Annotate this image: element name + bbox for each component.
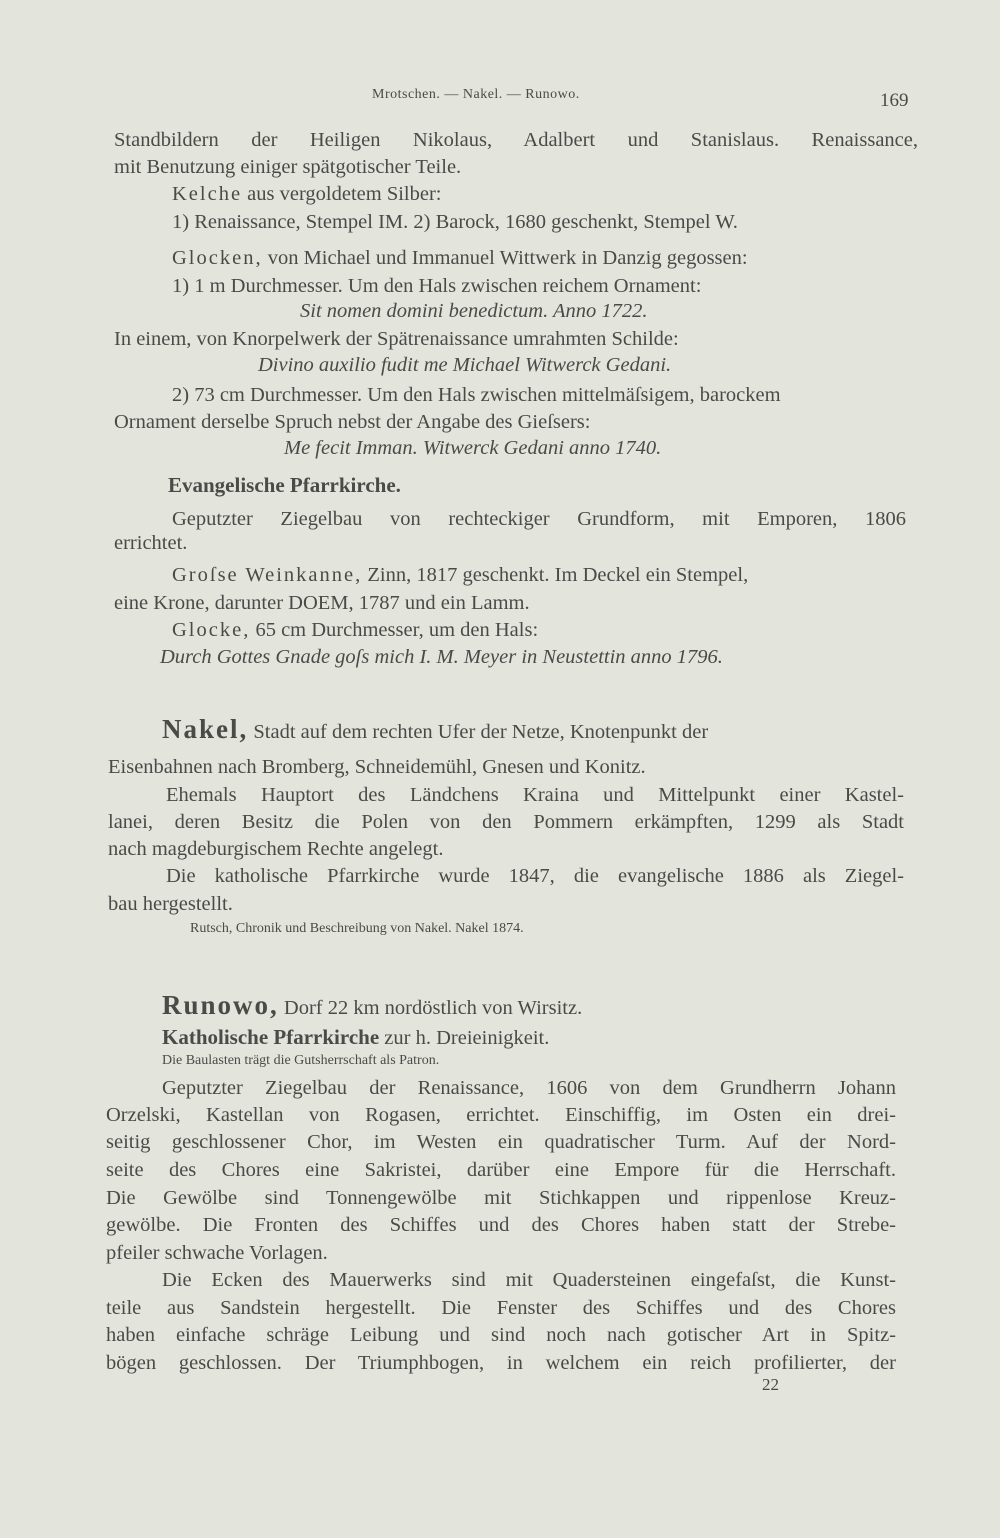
body-line: haben einfache schräge Leibung und sind noch nach gotischer Art in Spitz- (106, 1324, 896, 1346)
nakel-description: Stadt auf dem rechten Ufer der Netze, Knotenpunkt der (253, 721, 709, 743)
nakel-entry-line (162, 716, 708, 745)
body-line: mit Benutzung einiger spätgotischer Teile. (114, 156, 462, 178)
glocken-label: Glocken, (172, 247, 263, 269)
body-line: In einem, von Knorpelwerk der Spätrenaissance umrahmten Schilde: (114, 328, 679, 350)
patron-note: Die Baulasten trägt die Gutsherrschaft als Patron. (162, 1053, 440, 1068)
section-heading: Evangelische Pfarrkirche. (168, 473, 401, 497)
section-heading: Katholische Pfarrkirche (162, 1025, 380, 1049)
body-line: Die Gewölbe sind Tonnengewölbe mit Stichkappen und rippenlose Kreuz- (106, 1187, 896, 1209)
glocke-label: Glocke, (172, 619, 251, 641)
glocke-text: 65 cm Durchmesser, um den Hals: (255, 619, 539, 641)
body-line: Standbildern der Heiligen Nikolaus, Adalbert und Stanislaus. Renaissance, (114, 129, 918, 151)
body-line: eine Krone, darunter DOEM, 1787 und ein Lamm. (114, 592, 530, 614)
body-line: lanei, deren Besitz die Polen von den Pommern erkämpften, 1299 als Stadt (108, 811, 904, 833)
body-line: teile aus Sandstein hergestellt. Die Fenster des Schiffes und des Chores (106, 1297, 896, 1319)
body-line: Ehemals Hauptort des Ländchens Kraina und Mittelpunkt einer Kastel- (166, 784, 904, 806)
bell-inscription: Divino auxilio fudit me Michael Witwerck Gedani. (258, 354, 672, 376)
body-line: gewölbe. Die Fronten des Schiffes und des Chores haben statt der Strebe- (106, 1214, 896, 1236)
body-line: bögen geschlossen. Der Triumphbogen, in welchem ein reich profilierter, der (106, 1352, 896, 1374)
signature-mark: 22 (762, 1375, 779, 1394)
literature-reference: Rutsch, Chronik und Beschreibung von Nakel. Nakel 1874. (190, 921, 524, 936)
church-heading-line (162, 1024, 549, 1051)
bell-inscription: Durch Gottes Gnade goſs mich I. M. Meyer in Neustettin anno 1796. (160, 646, 723, 668)
runowo-entry-line (162, 992, 582, 1021)
body-line: errichtet. (114, 532, 188, 554)
place-name: Runowo, (162, 990, 279, 1020)
body-line: 1) 1 m Durchmesser. Um den Hals zwischen reichem Ornament: (172, 275, 702, 297)
body-line: Die katholische Pfarrkirche wurde 1847, die evangelische 1886 als Ziegel- (166, 865, 904, 887)
glocken-text: von Michael und Immanuel Wittwerk in Danzig gegossen: (267, 247, 748, 269)
running-title: Mrotschen. — Nakel. — Runowo. (372, 87, 580, 102)
body-line: Geputzter Ziegelbau von rechteckiger Grundform, mit Emporen, 1806 (172, 508, 906, 530)
kelche-label: Kelche (172, 183, 243, 205)
body-line: Geputzter Ziegelbau der Renaissance, 1606 von dem Grundherrn Johann (162, 1077, 896, 1099)
weinkanne-line (172, 562, 748, 588)
glocke-line (172, 617, 538, 643)
body-line: Ornament derselbe Spruch nebst der Angabe des Gieſsers: (114, 411, 591, 433)
weinkanne-text: Zinn, 1817 geschenkt. Im Deckel ein Stempel, (367, 564, 749, 586)
body-line: seite des Chores eine Sakristei, darüber eine Empore für die Herrschaft. (106, 1159, 896, 1181)
body-line: nach magdeburgischem Rechte angelegt. (108, 838, 444, 860)
body-line: 2) 73 cm Durchmesser. Um den Hals zwischen mittelmäſsigem, barockem (172, 384, 781, 406)
body-line: seitig geschlossener Chor, im Westen ein quadratischer Turm. Auf der Nord- (106, 1131, 896, 1153)
body-line: Orzelski, Kastellan von Rogasen, errichtet. Einschiffig, im Osten ein drei- (106, 1104, 896, 1126)
body-line: Die Ecken des Mauerwerks sind mit Quadersteinen eingefaſst, die Kunst- (162, 1269, 896, 1291)
place-name: Nakel, (162, 714, 249, 744)
bell-inscription: Sit nomen domini benedictum. Anno 1722. (300, 300, 648, 322)
bell-inscription: Me fecit Imman. Witwerck Gedani anno 1740. (284, 437, 662, 459)
page-number: 169 (880, 90, 909, 111)
kelche-line (172, 181, 442, 207)
body-line: pfeiler schwache Vorlagen. (106, 1242, 328, 1264)
body-line: bau hergestellt. (108, 893, 233, 915)
kelche-text: aus vergoldetem Silber: (247, 183, 442, 205)
runowo-description: Dorf 22 km nordöstlich von Wirsitz. (283, 997, 583, 1019)
weinkanne-label: Groſse Weinkanne, (172, 564, 363, 586)
kelche-list: 1) Renaissance, Stempel IM. 2) Barock, 1680 geschenkt, Stempel W. (172, 211, 738, 233)
body-line: Eisenbahnen nach Bromberg, Schneidemühl, Gnesen und Konitz. (108, 756, 646, 778)
glocken-line (172, 245, 748, 271)
section-heading-rest: zur h. Dreieinigkeit. (384, 1027, 550, 1049)
